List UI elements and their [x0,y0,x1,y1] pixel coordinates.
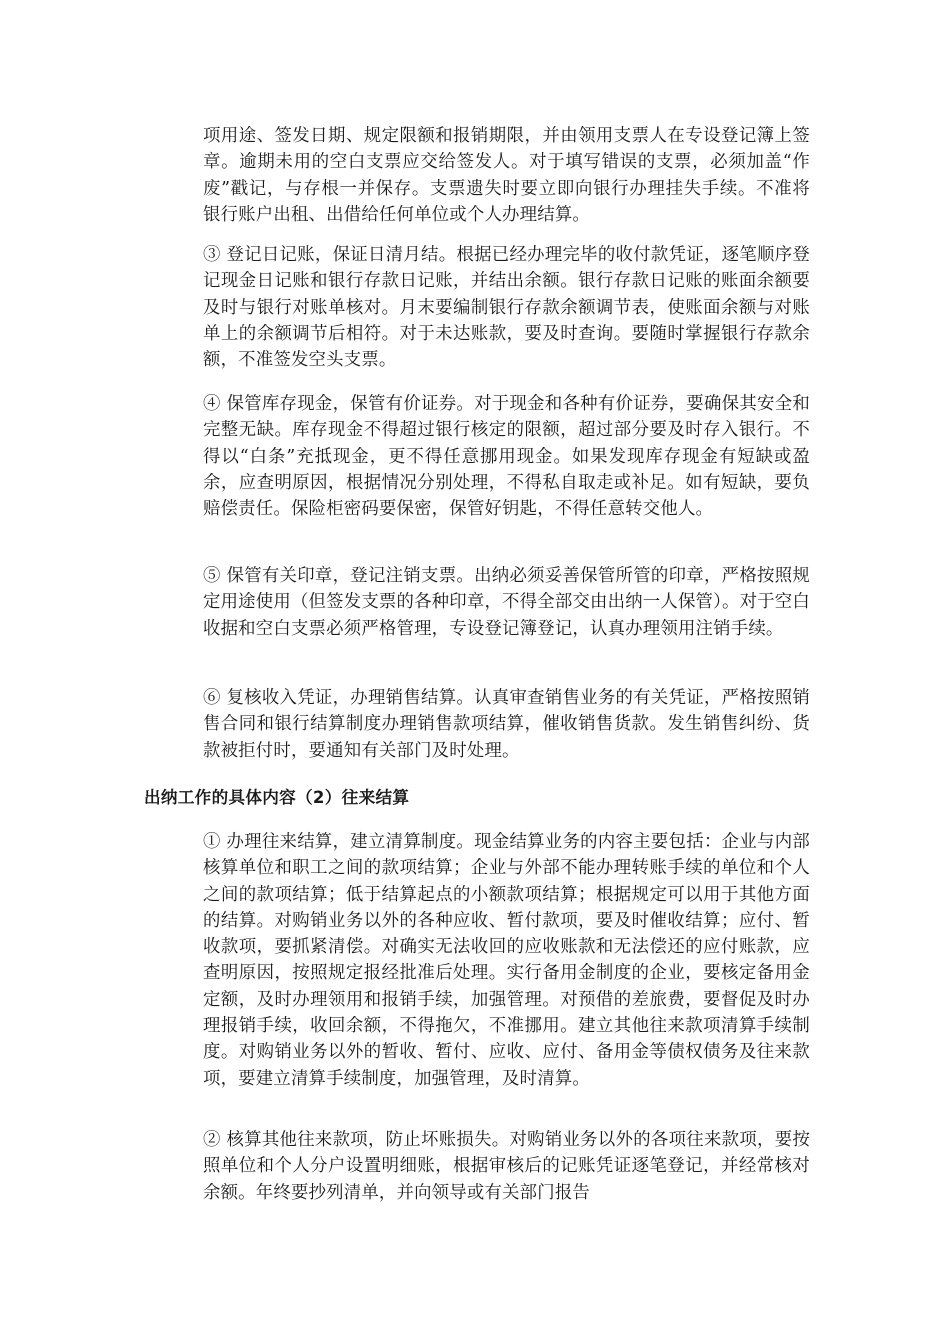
paragraph-daily-journal: ③ 登记日记账，保证日清月结。根据已经办理完毕的收付款凭证，逐笔顺序登记现金日记账和银行存款日记账，并结出余额。银行存款日记账的账面余额要及时与银行对账单核对。月末要编制银行存款余额调节表，使账面余额与对账单上的余额调节后相符。对于未达账款，要及时查询。要随时掌握银行存款余额，不准签发空头支票。 [203,245,810,371]
section-heading: 出纳工作的具体内容（2）往来结算 [144,788,410,807]
paragraph-other-receivables: ② 核算其他往来款项，防止坏账损失。对购销业务以外的各项往来款项，要按照单位和个人分户设置明细账，根据审核后的记账凭证逐笔登记，并经常核对余额。年终要抄列清单，并向领导或有关部门报告 [203,1130,810,1203]
paragraph-seals-checks: ⑤ 保管有关印章，登记注销支票。出纳必须妥善保管所管的印章，严格按照规定用途使用（但签发支票的各种印章，不得全部交由出纳一人保管）。对于空白收据和空白支票必须严格管理，专设登记簿登记，认真办理领用注销手续。 [203,566,810,639]
paragraph-checkbook-rules: 项用途、签发日期、规定限额和报销期限，并由领用支票人在专设登记簿上签章。逾期未用的空白支票应交给签发人。对于填写错误的支票，必须加盖“作废”戳记，与存根一并保存。支票遗失时要立即向银行办理挂失手续。不准将银行账户出租、出借给任何单位或个人办理结算。 [203,126,810,225]
paragraph-cash-securities: ④ 保管库存现金，保管有价证券。对于现金和各种有价证券，要确保其安全和完整无缺。库存现金不得超过银行核定的限额，超过部分要及时存入银行。不得以“白条”充抵现金，更不得任意挪用现金。如果发现库存现金有短缺或盈余，应查明原因，根据情况分别处理，不得私自取走或补足。如有短缺，要负赔偿责任。保险柜密码要保密，保管好钥匙，不得任意转交他人。 [203,394,810,520]
paragraph-settlement-system: ① 办理往来结算，建立清算制度。现金结算业务的内容主要包括：企业与内部核算单位和职工之间的款项结算；企业与外部不能办理转账手续的单位和个人之间的款项结算；低于结算起点的小额款项结算；根据规定可以用于其他方面的结算。对购销业务以外的各种应收、暂付款项，要及时催收结算；应付、暂收款项，要抓紧清偿。对确实无法收回的应收账款和无法偿还的应付账款，应查明原因，按照规定报经批准后处理。实行备用金制度的企业，要核定备用金定额，及时办理领用和报销手续，加强管理。对预借的差旅费，要督促及时办理报销手续，收回余额，不得拖欠，不准挪用。建立其他往来款项清算手续制度。对购销业务以外的暂收、暂付、应收、应付、备用金等债权债务及往来款项，要建立清算手续制度，加强管理，及时清算。 [203,832,810,1089]
paragraph-sales-settlement: ⑥ 复核收入凭证，办理销售结算。认真审查销售业务的有关凭证，严格按照销售合同和银行结算制度办理销售款项结算，催收销售货款。发生销售纠纷、货款被拒付时，要通知有关部门及时处理。 [203,688,810,761]
